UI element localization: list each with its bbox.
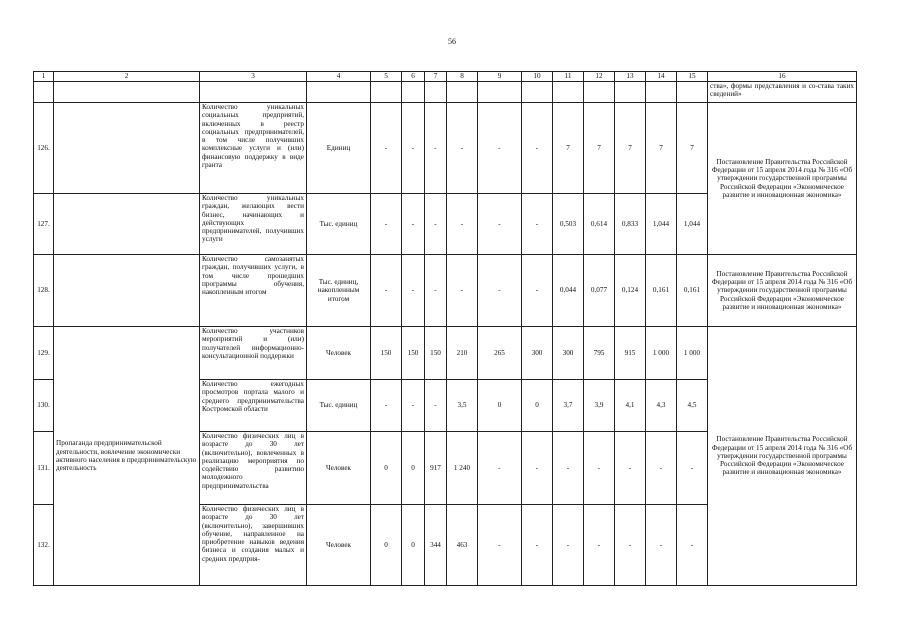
value-cell: - [425,194,447,255]
value-cell: 795 [584,327,615,380]
table-cell [307,82,371,103]
header-row [34,72,857,82]
table-cell [54,82,200,103]
continuation-row [34,82,857,103]
value-cell: 0 [402,432,425,505]
value-cell: - [447,255,478,327]
value-cell: 1 000 [677,327,708,380]
value-cell: - [371,255,402,327]
unit-cell: Человек [307,505,371,586]
value-cell: 0,161 [677,255,708,327]
row-number: 127. [34,194,54,255]
value-cell: - [447,194,478,255]
value-cell: - [522,255,553,327]
unit-cell: Тыс. единиц, накопленным итогом [307,255,371,327]
table-cell [371,82,402,103]
value-cell: - [447,103,478,194]
indicators-table [33,71,857,586]
value-cell: 7 [584,103,615,194]
value-cell: 0,833 [615,194,646,255]
value-cell: 4,5 [677,380,708,432]
value-cell: 3,7 [553,380,584,432]
value-cell: 0,161 [646,255,677,327]
table-row [34,103,857,194]
value-cell: 3,5 [447,380,478,432]
event-cell [54,255,200,327]
table-cell [646,82,677,103]
value-cell: - [522,505,553,586]
column-header: 16 [708,72,857,82]
table-row [34,327,857,380]
column-header: 6 [402,72,425,82]
indicator-name: Количество уникальных социальных предприятий, включенных в реестр социальных предпринимателей, в том числе получивших комплексные услуги и (или) финансовую поддержку в виде гранта [200,103,307,194]
table-body [34,72,857,586]
page-number: 56 [448,37,456,46]
value-cell: 344 [425,505,447,586]
table-cell [584,82,615,103]
indicator-name: Количество самозанятых граждан, получивших услуги, в том числе прошедших программы обучения, накопленным итогом [200,255,307,327]
value-cell: 0 [478,380,522,432]
value-cell: - [615,432,646,505]
value-cell: - [478,103,522,194]
value-cell: 1,044 [646,194,677,255]
table-cell [615,82,646,103]
row-number: 131. [34,432,54,505]
table-cell [677,82,708,103]
value-cell: - [522,103,553,194]
table-cell [425,82,447,103]
column-header: 1 [34,72,54,82]
basis-cell: Постановление Правительства Российской Федерации от 15 апреля 2014 года № 316 «Об утверждении государственной программы Российской Федерации «Экономическое развитие и инновационная экономика» [708,327,857,586]
value-cell: 0 [371,505,402,586]
value-cell: 210 [447,327,478,380]
column-header: 14 [646,72,677,82]
table-cell [447,82,478,103]
unit-cell: Человек [307,327,371,380]
value-cell: 150 [402,327,425,380]
column-header: 5 [371,72,402,82]
value-cell: - [584,432,615,505]
column-header: 4 [307,72,371,82]
value-cell: - [425,255,447,327]
table-row [34,255,857,327]
column-header: 12 [584,72,615,82]
value-cell: - [677,505,708,586]
column-header: 11 [553,72,584,82]
value-cell: 0,503 [553,194,584,255]
value-cell: - [553,505,584,586]
event-cell: Пропаганда предпринимательской деятельности, вовлечение экономически активного населения в предпринимательскую деятельность [54,327,200,586]
column-header: 9 [478,72,522,82]
table-cell [200,82,307,103]
value-cell: - [371,380,402,432]
table-cell [522,82,553,103]
value-cell: 7 [646,103,677,194]
value-cell: 265 [478,327,522,380]
column-header: 10 [522,72,553,82]
value-cell: 1 240 [447,432,478,505]
unit-cell: Тыс. единиц [307,194,371,255]
basis-cell: Постановление Правительства Российской Федерации от 15 апреля 2014 года № 316 «Об утверждении государственной программы Российской Федерации «Экономическое развитие и инновационная экономика» [708,255,857,327]
value-cell: 0,044 [553,255,584,327]
value-cell: 4,3 [646,380,677,432]
value-cell: - [584,505,615,586]
indicator-name: Количество ежегодных просмотров портала малого и среднего предпринимательства Костромской области [200,380,307,432]
column-header: 2 [54,72,200,82]
table-cell [34,82,54,103]
value-cell: - [402,255,425,327]
unit-cell: Единиц [307,103,371,194]
value-cell: 0 [402,505,425,586]
indicator-name: Количество участников мероприятий и (или) получателей информационно-консультационной поддержки [200,327,307,380]
column-header: 7 [425,72,447,82]
basis-cell: Постановление Правительства Российской Федерации от 15 апреля 2014 года № 316 «Об утверждении государственной программы Российской Федерации «Экономическое развитие и инновационная экономика» [708,103,857,255]
value-cell: 4,1 [615,380,646,432]
table-cell [402,82,425,103]
value-cell: 7 [677,103,708,194]
value-cell: 0,614 [584,194,615,255]
value-cell: 915 [615,327,646,380]
value-cell: 917 [425,432,447,505]
row-number: 129. [34,327,54,380]
value-cell: 1 000 [646,327,677,380]
value-cell: 150 [425,327,447,380]
value-cell: 7 [615,103,646,194]
value-cell: - [522,432,553,505]
value-cell: - [478,432,522,505]
table-cell [478,82,522,103]
column-header: 13 [615,72,646,82]
value-cell: 7 [553,103,584,194]
value-cell: - [615,505,646,586]
value-cell: - [522,194,553,255]
unit-cell: Тыс. единиц [307,380,371,432]
value-cell: 3,9 [584,380,615,432]
value-cell: - [646,432,677,505]
value-cell: - [402,380,425,432]
value-cell: - [646,505,677,586]
indicator-name: Количество физических лиц в возрасте до 30 лет (включительно), завершивших обучение, направленное на приобретение навыков ведения бизнеса и создания малых и средних предприя- [200,505,307,586]
value-cell: 0 [371,432,402,505]
indicator-name: Количество физических лиц в возрасте до 30 лет (включительно), вовлеченных в реализацию мероприятия по содействию развитию молодежного предпринимательства [200,432,307,505]
event-cell [54,194,200,255]
value-cell: - [371,194,402,255]
row-number: 130. [34,380,54,432]
value-cell: - [553,432,584,505]
value-cell: - [402,194,425,255]
unit-cell: Человек [307,432,371,505]
value-cell: 300 [522,327,553,380]
column-header: 3 [200,72,307,82]
table-cell [553,82,584,103]
value-cell: 463 [447,505,478,586]
value-cell: - [425,380,447,432]
value-cell: - [478,255,522,327]
value-cell: 0,124 [615,255,646,327]
value-cell: - [677,432,708,505]
row-number: 126. [34,103,54,194]
value-cell: - [371,103,402,194]
value-cell: - [402,103,425,194]
continuation-basis: ства», формы представления и со-става таких сведений» [708,82,857,103]
indicator-name: Количество уникальных граждан, желающих вести бизнес, начинающих и действующих предпринимателей, получивших услуги [200,194,307,255]
value-cell: 150 [371,327,402,380]
event-cell [54,103,200,194]
row-number: 132. [34,505,54,586]
value-cell: 1,044 [677,194,708,255]
column-header: 15 [677,72,708,82]
row-number: 128. [34,255,54,327]
value-cell: - [425,103,447,194]
value-cell: - [478,505,522,586]
value-cell: - [478,194,522,255]
column-header: 8 [447,72,478,82]
value-cell: 0,077 [584,255,615,327]
value-cell: 0 [522,380,553,432]
value-cell: 300 [553,327,584,380]
